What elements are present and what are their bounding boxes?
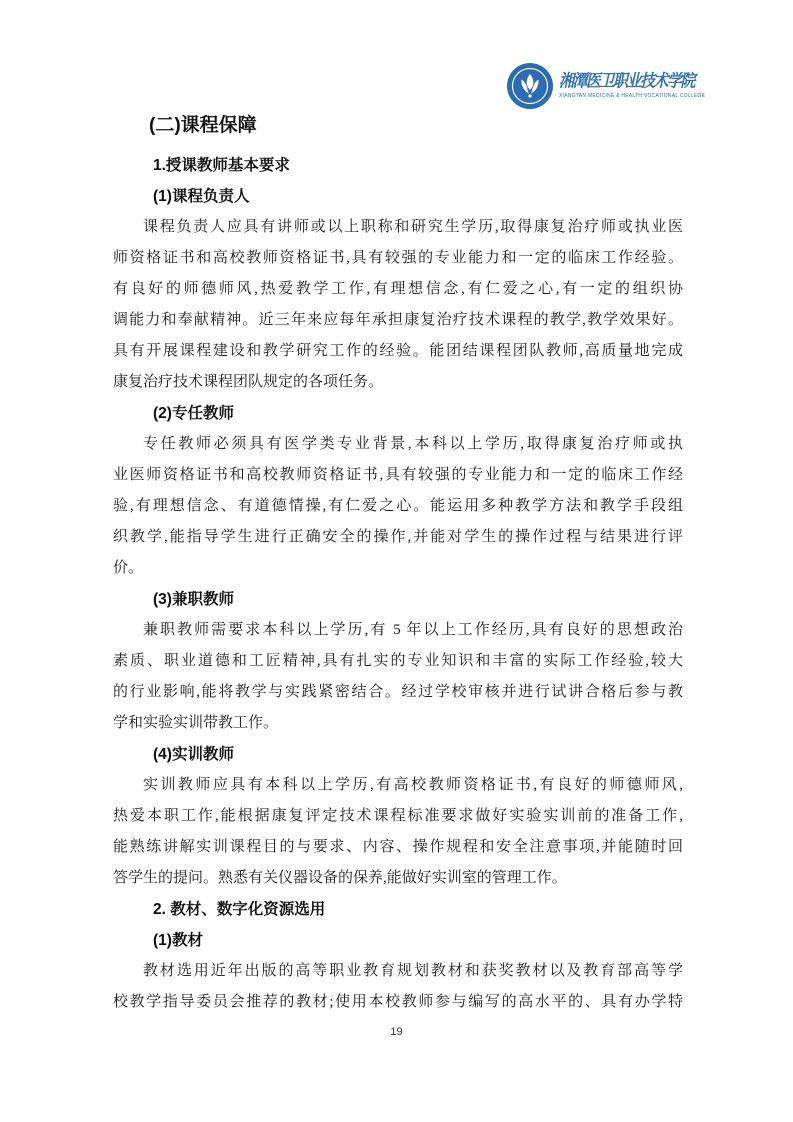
college-emblem-icon <box>507 63 553 109</box>
heading-textbook: (1)教材 <box>153 932 203 949</box>
text-line: 的行业影响,能将教学与实践紧密结合。经过学校审核并进行试讲合格后参与教 <box>113 684 683 700</box>
text-line: 康复治疗技术课程团队规定的各项任务。 <box>113 374 384 390</box>
heading-training-teacher: (4)实训教师 <box>153 746 234 763</box>
text-line: 实训教师应具有本科以上学历,有高校教师资格证书,有良好的师德师风, <box>143 777 683 793</box>
text-line: 专任教师必须具有医学类专业背景,本科以上学历,取得康复治疗师或执 <box>143 436 683 452</box>
heading-parttime-teacher: (3)兼职教师 <box>153 591 234 608</box>
heading-fulltime-teacher: (2)专任教师 <box>153 405 234 422</box>
text-line: 课程负责人应具有讲师或以上职称和研究生学历,取得康复治疗师或执业医 <box>143 219 683 235</box>
text-line: 答学生的提问。熟悉有关仪器设备的保养,能做好实训室的管理工作。 <box>113 870 567 886</box>
text-line: 织教学,能指导学生进行正确安全的操作,并能对学生的操作过程与结果进行评 <box>113 529 683 545</box>
text-line: 兼职教师需要求本科以上学历,有 5 年以上工作经历,具有良好的思想政治 <box>143 622 683 638</box>
college-logo <box>507 63 705 109</box>
college-name-en: XIANGTAN MEDICINE & HEALTH VOCATIONAL COLLEGE <box>559 93 706 99</box>
text-line: 有良好的师德师风,热爱教学工作,有理想信念,有仁爱之心,有一定的组织协 <box>113 281 683 297</box>
text-line: 验,有理想信念、有道德情操,有仁爱之心。能运用多种教学方法和教学手段组 <box>113 498 683 514</box>
page-number: 19 <box>390 1026 403 1038</box>
heading-course-leader: (1)课程负责人 <box>153 188 250 205</box>
paragraph-textbook <box>113 956 683 1018</box>
text-line: 校教学指导委员会推荐的教材;使用本校教师参与编写的高水平的、具有办学特 <box>113 994 683 1010</box>
college-name-zh: 湘潭医卫职业技术学院 <box>559 72 695 92</box>
text-line: 素质、职业道德和工匠精神,具有扎实的专业知识和丰富的实际工作经验,较大 <box>113 653 683 669</box>
paragraph-fulltime-teacher <box>113 429 683 584</box>
text-line: 业医师资格证书和高校教师资格证书,具有较强的专业能力和一定的临床工作经 <box>113 467 683 483</box>
text-line: 价。 <box>113 560 144 576</box>
paragraph-parttime-teacher <box>113 615 683 739</box>
text-line: 能熟练讲解实训课程目的与要求、内容、操作规程和安全注意事项,并能随时回 <box>113 839 683 855</box>
college-logo-text <box>559 73 705 99</box>
paragraph-training-teacher <box>113 770 683 894</box>
heading-teaching-materials: 2. 教材、数字化资源选用 <box>153 901 326 918</box>
text-line: 具有开展课程建设和教学研究工作的经验。能团结课程团队教师,高质量地完成 <box>113 343 683 359</box>
heading-teacher-basic-requirements: 1.授课教师基本要求 <box>153 157 290 174</box>
document-content <box>113 110 683 1018</box>
section-title-course-guarantee: (二)课程保障 <box>149 115 257 136</box>
text-line: 师资格证书和高校教师资格证书,具有较强的专业能力和一定的临床工作经验。 <box>113 250 683 266</box>
text-line: 教材选用近年出版的高等职业教育规划教材和获奖教材以及教育部高等学 <box>143 963 683 979</box>
paragraph-course-leader <box>113 212 683 398</box>
text-line: 学和实验实训带教工作。 <box>113 715 279 731</box>
text-line: 热爱本职工作,能根据康复评定技术课程标准要求做好实验实训前的准备工作, <box>113 808 683 824</box>
text-line: 调能力和奉献精神。近三年来应每年承担康复治疗技术课程的教学,教学效果好。 <box>113 312 683 328</box>
